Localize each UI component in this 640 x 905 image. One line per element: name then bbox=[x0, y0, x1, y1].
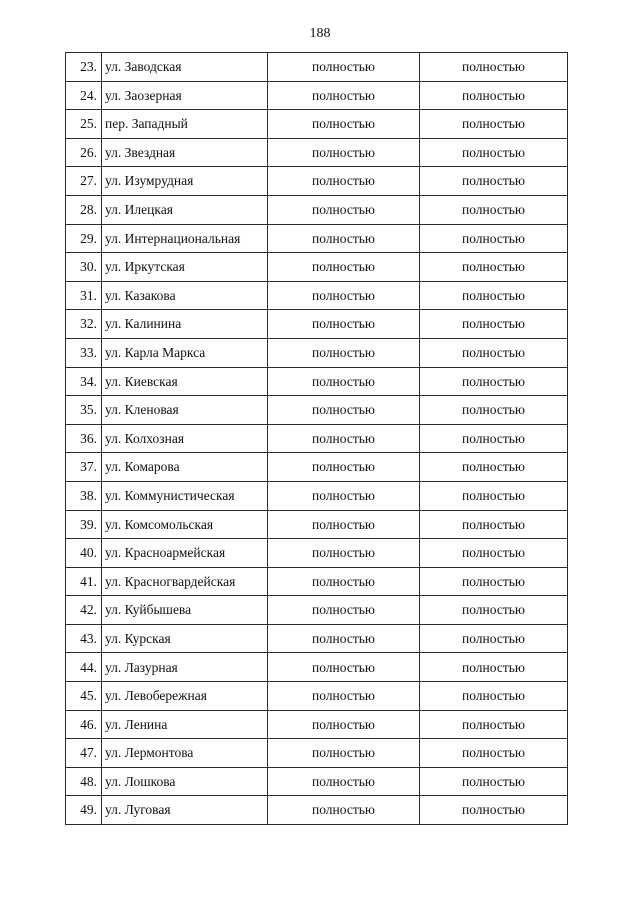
row-number: 40. bbox=[66, 539, 102, 568]
coverage-value-a: полностью bbox=[268, 338, 420, 367]
row-number: 46. bbox=[66, 710, 102, 739]
street-name: ул. Лошкова bbox=[102, 767, 268, 796]
coverage-value-b: полностью bbox=[420, 767, 568, 796]
street-name: ул. Красноармейская bbox=[102, 539, 268, 568]
coverage-value-a: полностью bbox=[268, 481, 420, 510]
street-name: ул. Ленина bbox=[102, 710, 268, 739]
coverage-value-b: полностью bbox=[420, 453, 568, 482]
coverage-value-a: полностью bbox=[268, 396, 420, 425]
coverage-value-a: полностью bbox=[268, 281, 420, 310]
row-number: 42. bbox=[66, 596, 102, 625]
table-row bbox=[66, 53, 568, 82]
street-name: ул. Звездная bbox=[102, 138, 268, 167]
street-name: ул. Левобережная bbox=[102, 682, 268, 711]
coverage-value-a: полностью bbox=[268, 796, 420, 825]
street-name: ул. Илецкая bbox=[102, 195, 268, 224]
page-number: 188 bbox=[309, 26, 331, 41]
table-row bbox=[66, 224, 568, 253]
street-name: ул. Комарова bbox=[102, 453, 268, 482]
coverage-value-a: полностью bbox=[268, 596, 420, 625]
row-number: 34. bbox=[66, 367, 102, 396]
table-row bbox=[66, 310, 568, 339]
coverage-value-b: полностью bbox=[420, 596, 568, 625]
coverage-value-a: полностью bbox=[268, 510, 420, 539]
coverage-value-a: полностью bbox=[268, 767, 420, 796]
table-row bbox=[66, 567, 568, 596]
coverage-value-b: полностью bbox=[420, 195, 568, 224]
coverage-value-a: полностью bbox=[268, 310, 420, 339]
coverage-value-b: полностью bbox=[420, 224, 568, 253]
street-name: ул. Киевская bbox=[102, 367, 268, 396]
table-row bbox=[66, 253, 568, 282]
table-row bbox=[66, 424, 568, 453]
coverage-value-b: полностью bbox=[420, 396, 568, 425]
row-number: 48. bbox=[66, 767, 102, 796]
coverage-value-b: полностью bbox=[420, 710, 568, 739]
row-number: 47. bbox=[66, 739, 102, 768]
coverage-value-a: полностью bbox=[268, 653, 420, 682]
coverage-value-a: полностью bbox=[268, 624, 420, 653]
street-name: ул. Луговая bbox=[102, 796, 268, 825]
street-name: ул. Комсомольская bbox=[102, 510, 268, 539]
table-row bbox=[66, 453, 568, 482]
table-row bbox=[66, 539, 568, 568]
row-number: 43. bbox=[66, 624, 102, 653]
street-name: ул. Заводская bbox=[102, 53, 268, 82]
coverage-value-a: полностью bbox=[268, 424, 420, 453]
coverage-value-a: полностью bbox=[268, 682, 420, 711]
street-name: ул. Лермонтова bbox=[102, 739, 268, 768]
table-row bbox=[66, 396, 568, 425]
coverage-value-b: полностью bbox=[420, 310, 568, 339]
row-number: 25. bbox=[66, 110, 102, 139]
coverage-value-b: полностью bbox=[420, 81, 568, 110]
row-number: 23. bbox=[66, 53, 102, 82]
row-number: 37. bbox=[66, 453, 102, 482]
row-number: 33. bbox=[66, 338, 102, 367]
row-number: 38. bbox=[66, 481, 102, 510]
street-name: ул. Карла Маркса bbox=[102, 338, 268, 367]
coverage-value-b: полностью bbox=[420, 424, 568, 453]
coverage-value-b: полностью bbox=[420, 567, 568, 596]
coverage-value-a: полностью bbox=[268, 367, 420, 396]
table-row bbox=[66, 796, 568, 825]
coverage-value-b: полностью bbox=[420, 281, 568, 310]
table-row bbox=[66, 653, 568, 682]
street-name: ул. Курская bbox=[102, 624, 268, 653]
table-row bbox=[66, 739, 568, 768]
coverage-value-b: полностью bbox=[420, 481, 568, 510]
coverage-value-b: полностью bbox=[420, 110, 568, 139]
streets-table bbox=[65, 52, 568, 825]
coverage-value-b: полностью bbox=[420, 682, 568, 711]
row-number: 26. bbox=[66, 138, 102, 167]
street-name: ул. Красногвардейская bbox=[102, 567, 268, 596]
coverage-value-a: полностью bbox=[268, 110, 420, 139]
coverage-value-a: полностью bbox=[268, 167, 420, 196]
coverage-value-b: полностью bbox=[420, 653, 568, 682]
coverage-value-a: полностью bbox=[268, 53, 420, 82]
coverage-value-b: полностью bbox=[420, 739, 568, 768]
coverage-value-b: полностью bbox=[420, 539, 568, 568]
coverage-value-b: полностью bbox=[420, 167, 568, 196]
table-row bbox=[66, 767, 568, 796]
coverage-value-b: полностью bbox=[420, 138, 568, 167]
coverage-value-b: полностью bbox=[420, 796, 568, 825]
row-number: 28. bbox=[66, 195, 102, 224]
coverage-value-a: полностью bbox=[268, 224, 420, 253]
row-number: 27. bbox=[66, 167, 102, 196]
table-row bbox=[66, 624, 568, 653]
table-row bbox=[66, 281, 568, 310]
row-number: 49. bbox=[66, 796, 102, 825]
table-row bbox=[66, 110, 568, 139]
row-number: 30. bbox=[66, 253, 102, 282]
street-name: ул. Лазурная bbox=[102, 653, 268, 682]
table-row bbox=[66, 367, 568, 396]
table-row bbox=[66, 338, 568, 367]
row-number: 41. bbox=[66, 567, 102, 596]
coverage-value-b: полностью bbox=[420, 338, 568, 367]
row-number: 44. bbox=[66, 653, 102, 682]
coverage-value-a: полностью bbox=[268, 739, 420, 768]
table-row bbox=[66, 195, 568, 224]
coverage-value-a: полностью bbox=[268, 453, 420, 482]
coverage-value-b: полностью bbox=[420, 53, 568, 82]
row-number: 31. bbox=[66, 281, 102, 310]
coverage-value-b: полностью bbox=[420, 253, 568, 282]
coverage-value-b: полностью bbox=[420, 510, 568, 539]
row-number: 29. bbox=[66, 224, 102, 253]
row-number: 35. bbox=[66, 396, 102, 425]
row-number: 45. bbox=[66, 682, 102, 711]
streets-table-container bbox=[65, 52, 567, 825]
row-number: 36. bbox=[66, 424, 102, 453]
street-name: ул. Калинина bbox=[102, 310, 268, 339]
street-name: ул. Казакова bbox=[102, 281, 268, 310]
coverage-value-a: полностью bbox=[268, 539, 420, 568]
street-name: ул. Коммунистическая bbox=[102, 481, 268, 510]
table-row bbox=[66, 81, 568, 110]
coverage-value-a: полностью bbox=[268, 253, 420, 282]
table-row bbox=[66, 710, 568, 739]
coverage-value-a: полностью bbox=[268, 138, 420, 167]
street-name: ул. Куйбышева bbox=[102, 596, 268, 625]
coverage-value-a: полностью bbox=[268, 567, 420, 596]
coverage-value-a: полностью bbox=[268, 195, 420, 224]
table-row bbox=[66, 167, 568, 196]
street-name: пер. Западный bbox=[102, 110, 268, 139]
coverage-value-a: полностью bbox=[268, 81, 420, 110]
table-row bbox=[66, 682, 568, 711]
row-number: 24. bbox=[66, 81, 102, 110]
street-name: ул. Иркутская bbox=[102, 253, 268, 282]
coverage-value-b: полностью bbox=[420, 624, 568, 653]
street-name: ул. Заозерная bbox=[102, 81, 268, 110]
table-row bbox=[66, 510, 568, 539]
table-row bbox=[66, 596, 568, 625]
street-name: ул. Изумрудная bbox=[102, 167, 268, 196]
table-row bbox=[66, 481, 568, 510]
coverage-value-b: полностью bbox=[420, 367, 568, 396]
street-name: ул. Колхозная bbox=[102, 424, 268, 453]
street-name: ул. Кленовая bbox=[102, 396, 268, 425]
coverage-value-a: полностью bbox=[268, 710, 420, 739]
streets-table-body bbox=[66, 53, 568, 825]
row-number: 32. bbox=[66, 310, 102, 339]
street-name: ул. Интернациональная bbox=[102, 224, 268, 253]
table-row bbox=[66, 138, 568, 167]
row-number: 39. bbox=[66, 510, 102, 539]
